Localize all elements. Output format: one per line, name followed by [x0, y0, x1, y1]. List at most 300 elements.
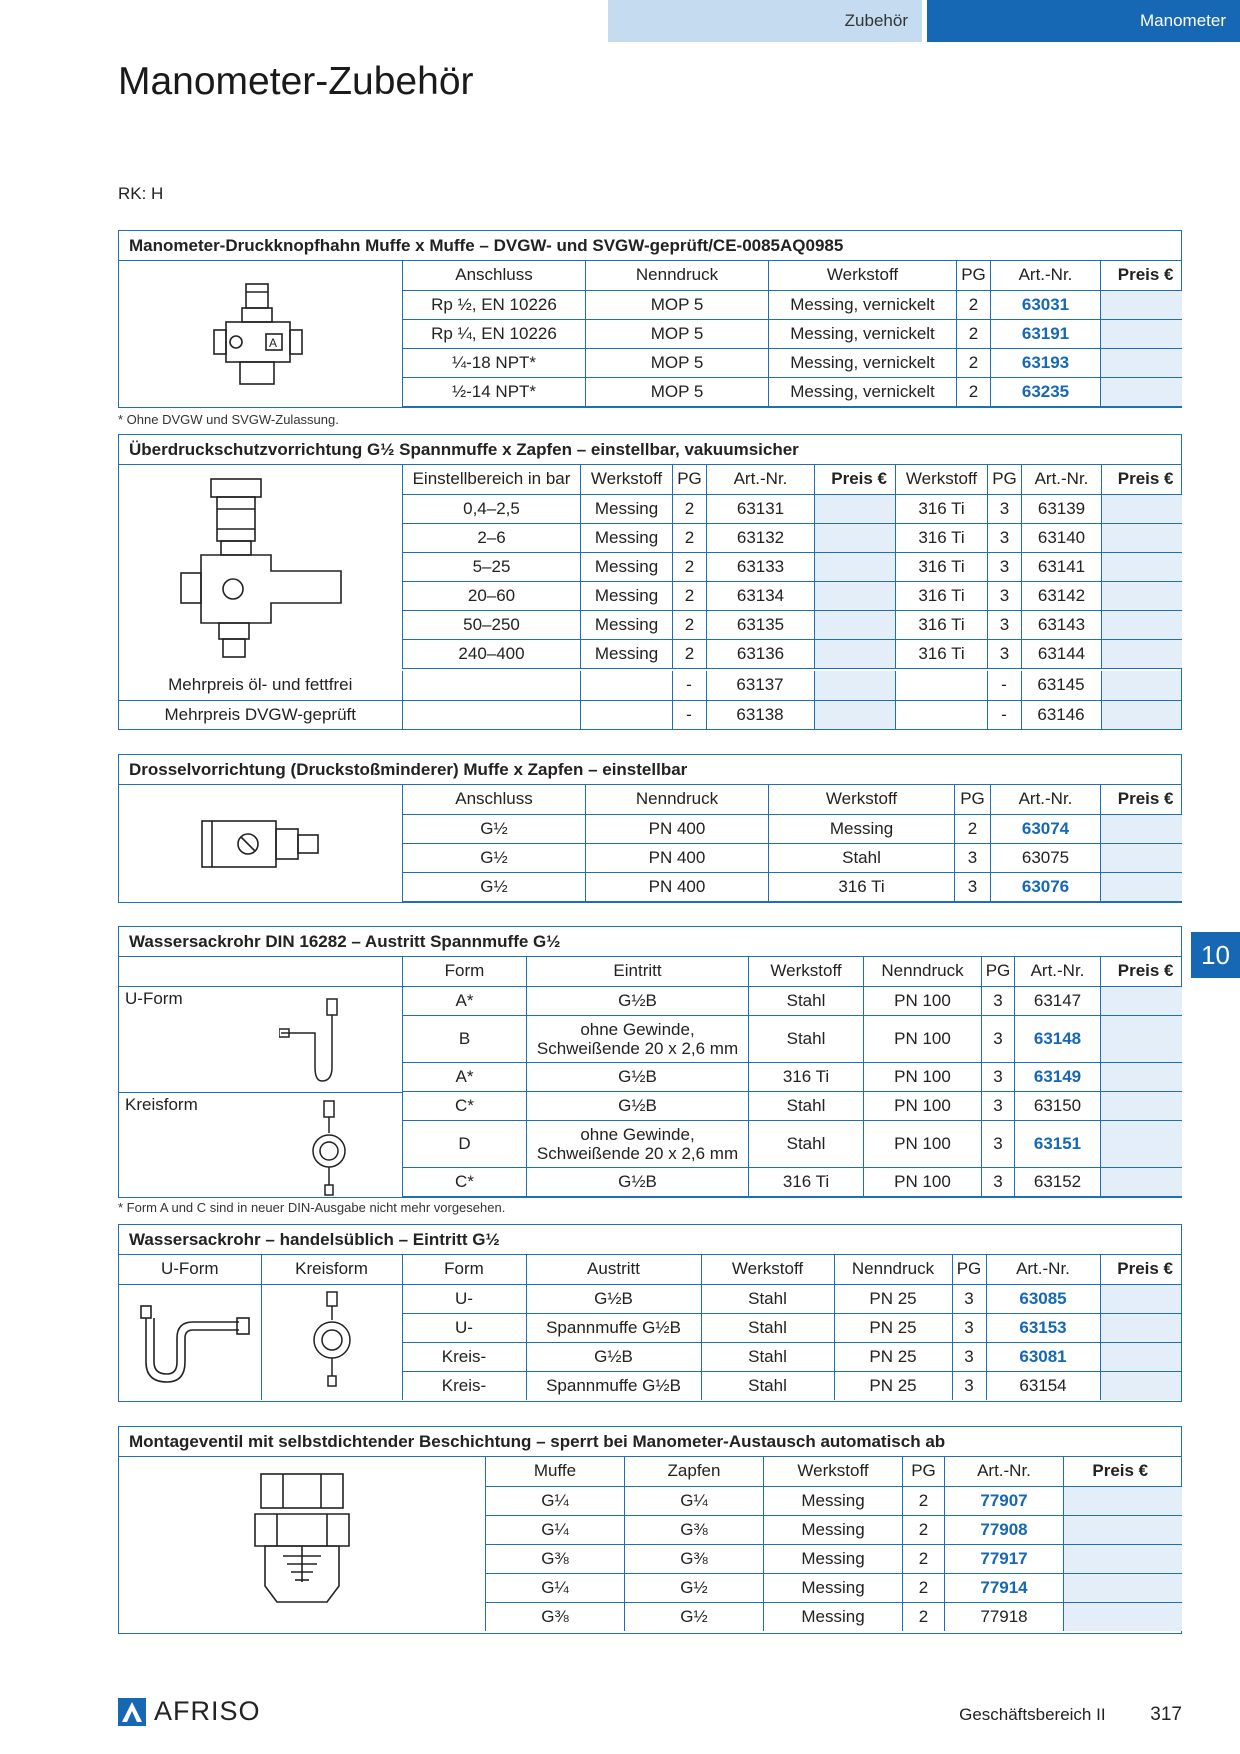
col-pg-2: PG: [988, 465, 1022, 494]
cell: G⅜: [486, 1544, 625, 1573]
article-link[interactable]: 77907: [945, 1486, 1064, 1515]
svg-text:A: A: [268, 335, 277, 350]
label-kreisform: Kreisform: [125, 1095, 198, 1114]
table-row: [403, 1015, 1182, 1062]
cell: PN 25: [834, 1284, 952, 1313]
col-kreisform: Kreisform: [261, 1255, 402, 1284]
cell: 2: [673, 581, 707, 610]
cell: Stahl: [749, 1091, 864, 1120]
cell: Stahl: [749, 1120, 864, 1167]
cell: [895, 700, 987, 729]
cell: PN 100: [864, 986, 982, 1015]
table-row: [403, 377, 1182, 406]
cell: C*: [403, 1091, 527, 1120]
cell: 63139: [1022, 494, 1102, 523]
cell: 3: [988, 552, 1022, 581]
price-cell: [1102, 610, 1182, 639]
wassersack-din-table: [402, 957, 1182, 1197]
cell: 77918: [945, 1602, 1064, 1631]
cell: PN 100: [864, 1015, 982, 1062]
table-row: [403, 552, 1182, 581]
cell: 2: [955, 814, 991, 843]
cell: G⅜: [625, 1544, 764, 1573]
cell: Rp ½, EN 10226: [403, 290, 586, 319]
table-row: [403, 319, 1182, 348]
table-row: [486, 1602, 1182, 1631]
article-link[interactable]: 63076: [991, 872, 1101, 901]
cell: 316 Ti: [896, 494, 988, 523]
cell: 63154: [986, 1371, 1100, 1400]
tab-manometer[interactable]: Manometer: [927, 0, 1240, 42]
price-cell: [1102, 494, 1182, 523]
article-link[interactable]: 63149: [1015, 1062, 1101, 1091]
cell: 2: [903, 1602, 945, 1631]
table-row: [403, 1120, 1182, 1167]
mehrpreis-label: Mehrpreis DVGW-geprüft: [119, 700, 402, 729]
cell: D: [403, 1120, 527, 1167]
cell: Messing: [764, 1573, 903, 1602]
col-werkstoff: Werkstoff: [581, 465, 673, 494]
footer-info: [959, 1704, 1182, 1726]
cell: 3: [988, 639, 1022, 668]
col-preis: Preis €: [1101, 261, 1182, 290]
cell: 63138: [706, 700, 814, 729]
col-artnr: Art.-Nr.: [991, 261, 1101, 290]
col-pg: PG: [955, 785, 991, 814]
cell: 3: [988, 581, 1022, 610]
cell: 3: [982, 1091, 1015, 1120]
cell: MOP 5: [586, 290, 769, 319]
cell: 2: [957, 290, 991, 319]
article-link[interactable]: 63031: [991, 290, 1101, 319]
cell: PN 25: [834, 1342, 952, 1371]
col-preis: Preis €: [1100, 1255, 1181, 1284]
cell: 2–6: [403, 523, 581, 552]
price-cell: [815, 610, 896, 639]
table-row: [403, 610, 1182, 639]
cell: 240–400: [403, 639, 581, 668]
cell: -: [987, 671, 1021, 700]
section-title: Überdruckschutzvorrichtung G½ Spannmuffe x Zapfen – einstellbar, vakuumsicher: [119, 435, 1181, 465]
cell: ohne Gewinde, Schweißende 20 x 2,6 mm: [527, 1015, 749, 1062]
cell: Messing: [581, 639, 673, 668]
price-cell: [1064, 1515, 1182, 1544]
article-link[interactable]: 63081: [986, 1342, 1100, 1371]
article-link[interactable]: 63074: [991, 814, 1101, 843]
cell: 63147: [1015, 986, 1101, 1015]
cell: Spannmuffe G½B: [526, 1371, 701, 1400]
brand-name: AFRISO: [154, 1696, 261, 1726]
cell: G¼: [486, 1486, 625, 1515]
cell: G¼: [486, 1515, 625, 1544]
article-link[interactable]: 63235: [991, 377, 1101, 406]
col-pg: PG: [903, 1457, 945, 1486]
cell: PN 25: [834, 1313, 952, 1342]
cell: -: [672, 700, 706, 729]
cell: 63146: [1021, 700, 1101, 729]
cell: 2: [903, 1515, 945, 1544]
cell: Stahl: [749, 986, 864, 1015]
cell: 3: [952, 1284, 986, 1313]
price-cell: [1100, 1371, 1181, 1400]
cell: G½: [403, 872, 586, 901]
rk-label: RK: H: [118, 184, 164, 203]
cell: 3: [988, 494, 1022, 523]
cell: 2: [673, 639, 707, 668]
cell: Messing, vernickelt: [769, 348, 957, 377]
cell: 2: [903, 1486, 945, 1515]
col-nenndruck: Nenndruck: [586, 785, 769, 814]
table-row: [403, 348, 1182, 377]
col-pg: PG: [952, 1255, 986, 1284]
price-cell: [1064, 1602, 1182, 1631]
cell: 3: [988, 523, 1022, 552]
cell: 316 Ti: [769, 872, 955, 901]
montageventil-drawing: [119, 1457, 485, 1634]
table-row: [403, 1091, 1182, 1120]
price-cell: [815, 552, 896, 581]
page-title: Manometer-Zubehör: [118, 60, 474, 103]
col-artnr: Art.-Nr.: [945, 1457, 1064, 1486]
cell: Stahl: [701, 1313, 834, 1342]
col-pg: PG: [982, 957, 1015, 986]
cell: 2: [673, 552, 707, 581]
col-preis: Preis €: [1064, 1457, 1182, 1486]
article-link[interactable]: 63191: [991, 319, 1101, 348]
u-form-image-cell: [119, 1284, 261, 1400]
cell: 2: [957, 348, 991, 377]
cell: Messing: [764, 1602, 903, 1631]
cell: G½B: [526, 1284, 701, 1313]
price-cell: [1100, 1313, 1181, 1342]
cell: 3: [982, 1120, 1015, 1167]
article-link[interactable]: 77914: [945, 1573, 1064, 1602]
table-row: [486, 1515, 1182, 1544]
cell: 2: [673, 494, 707, 523]
cell: 63075: [991, 843, 1101, 872]
section-title: Drosselvorrichtung (Druckstoßminderer) Muffe x Zapfen – einstellbar: [119, 755, 1181, 785]
montageventil-table: [485, 1457, 1182, 1631]
cell: ½-14 NPT*: [403, 377, 586, 406]
table-row: [403, 494, 1182, 523]
cell: PN 400: [586, 843, 769, 872]
col-preis-2: Preis €: [1102, 465, 1182, 494]
section-druckknopfhahn: [118, 230, 1182, 408]
cell: 63132: [707, 523, 815, 552]
cell: Messing: [581, 552, 673, 581]
col-form: Form: [403, 957, 527, 986]
price-cell: [1100, 1342, 1181, 1371]
price-cell: [1101, 1015, 1182, 1062]
cell: PN 100: [864, 1120, 982, 1167]
drossel-table: [402, 785, 1182, 902]
kreisform-image-cell: [261, 1284, 402, 1400]
cell: 3: [988, 610, 1022, 639]
col-anschluss: Anschluss: [403, 261, 586, 290]
cell: Kreis-: [402, 1342, 526, 1371]
col-werkstoff: Werkstoff: [769, 785, 955, 814]
footnote: * Ohne DVGW und SVGW-Zulassung.: [118, 412, 339, 427]
table-row: [486, 1573, 1182, 1602]
table-row: [119, 1284, 1181, 1313]
cell: 63133: [707, 552, 815, 581]
cell: Messing, vernickelt: [769, 377, 957, 406]
cell: Messing, vernickelt: [769, 319, 957, 348]
cell: Messing, vernickelt: [769, 290, 957, 319]
price-cell: [1101, 319, 1182, 348]
price-cell: [1101, 348, 1182, 377]
cell: 2: [903, 1573, 945, 1602]
cell: U-: [402, 1284, 526, 1313]
table-row: [403, 581, 1182, 610]
section-ueberdruckschutz: [118, 434, 1182, 730]
col-einstellbereich: Einstellbereich in bar: [403, 465, 581, 494]
col-pg: PG: [957, 261, 991, 290]
cell: G½: [403, 814, 586, 843]
price-cell: [1101, 1120, 1182, 1167]
cell: [402, 671, 580, 700]
cell: Messing: [581, 494, 673, 523]
col-artnr: Art.-Nr.: [991, 785, 1101, 814]
cell: 316 Ti: [896, 523, 988, 552]
price-cell: [1102, 581, 1182, 610]
business-area: Geschäftsbereich II: [959, 1705, 1106, 1724]
section-montageventil: [118, 1426, 1182, 1634]
mehrpreis-label: Mehrpreis öl- und fettfrei: [119, 671, 402, 700]
cell: Messing: [764, 1544, 903, 1573]
cell: Messing: [764, 1486, 903, 1515]
col-nenndruck: Nenndruck: [586, 261, 769, 290]
cell: Messing: [581, 581, 673, 610]
cell: PN 100: [864, 1167, 982, 1196]
cell: G¼: [486, 1573, 625, 1602]
cell: 3: [982, 1062, 1015, 1091]
cell: PN 400: [586, 872, 769, 901]
price-cell: [1101, 843, 1182, 872]
cell: G½B: [527, 1167, 749, 1196]
ueberdruckschutz-table: [402, 465, 1182, 669]
cell: Stahl: [701, 1342, 834, 1371]
cell: G½: [625, 1573, 764, 1602]
cell: 3: [955, 843, 991, 872]
cell: Messing: [581, 610, 673, 639]
article-link[interactable]: 63153: [986, 1313, 1100, 1342]
cell: G¼: [625, 1486, 764, 1515]
wassersack-handel-table: [119, 1255, 1181, 1400]
cell: 63141: [1022, 552, 1102, 581]
cell: 316 Ti: [896, 610, 988, 639]
section-wassersackrohr-din: [118, 926, 1182, 1198]
col-nenndruck: Nenndruck: [864, 957, 982, 986]
article-link[interactable]: 63151: [1015, 1120, 1101, 1167]
cell: 3: [982, 986, 1015, 1015]
table-row: [119, 700, 1181, 729]
cell: PN 100: [864, 1062, 982, 1091]
cell: A*: [403, 1062, 527, 1091]
col-preis: Preis €: [815, 465, 896, 494]
cell: PN 100: [864, 1091, 982, 1120]
cell: 3: [955, 872, 991, 901]
cell: G½B: [527, 1091, 749, 1120]
cell: 2: [673, 610, 707, 639]
price-cell: [1101, 1091, 1182, 1120]
cell: 2: [957, 319, 991, 348]
price-cell: [1101, 986, 1182, 1015]
col-form: Form: [402, 1255, 526, 1284]
price-cell: [1064, 1573, 1182, 1602]
cell: Messing: [769, 814, 955, 843]
cell: Rp ¼, EN 10226: [403, 319, 586, 348]
cell: MOP 5: [586, 348, 769, 377]
cell: Messing: [581, 523, 673, 552]
price-cell: [1064, 1486, 1182, 1515]
price-cell: [1101, 1167, 1182, 1196]
article-link[interactable]: 63148: [1015, 1015, 1101, 1062]
cell: C*: [403, 1167, 527, 1196]
cell: [580, 671, 672, 700]
col-werkstoff: Werkstoff: [749, 957, 864, 986]
price-cell: [814, 671, 895, 700]
druckknopfhahn-drawing: [119, 261, 402, 408]
cell: 316 Ti: [749, 1167, 864, 1196]
table-row: [119, 671, 1181, 700]
table-row: [403, 639, 1182, 668]
cell: 316 Ti: [896, 581, 988, 610]
table-row: [486, 1486, 1182, 1515]
section-title: Wassersackrohr – handelsüblich – Eintritt G½: [119, 1225, 1181, 1255]
table-row: [403, 523, 1182, 552]
article-link[interactable]: 63193: [991, 348, 1101, 377]
price-cell: [1101, 872, 1182, 901]
price-cell: [1102, 552, 1182, 581]
price-cell: [815, 494, 896, 523]
section-title: Montageventil mit selbstdichtender Beschichtung – sperrt bei Manometer-Austausch automatisch ab: [119, 1427, 1181, 1457]
cell: 63131: [707, 494, 815, 523]
u-form-drawing: [127, 1290, 253, 1390]
cell: 63150: [1015, 1091, 1101, 1120]
cell: Stahl: [701, 1284, 834, 1313]
price-cell: [1101, 290, 1182, 319]
col-werkstoff: Werkstoff: [701, 1255, 834, 1284]
table-row: [403, 872, 1182, 901]
cell: G½B: [526, 1342, 701, 1371]
drossel-drawing: [119, 785, 402, 903]
label-u-form: U-Form: [125, 989, 183, 1008]
cell: PN 400: [586, 814, 769, 843]
cell: [895, 671, 987, 700]
cell: Kreis-: [402, 1371, 526, 1400]
price-cell: [1101, 377, 1182, 406]
price-cell: [815, 523, 896, 552]
col-eintritt: Eintritt: [527, 957, 749, 986]
kreisform-drawing: [304, 1099, 354, 1204]
cell: 63143: [1022, 610, 1102, 639]
col-zapfen: Zapfen: [625, 1457, 764, 1486]
col-werkstoff-2: Werkstoff: [896, 465, 988, 494]
cell: -: [672, 671, 706, 700]
cell: 50–250: [403, 610, 581, 639]
col-werkstoff: Werkstoff: [769, 261, 957, 290]
table-row: [403, 1167, 1182, 1196]
table-row: [403, 1062, 1182, 1091]
u-form-drawing: [279, 997, 349, 1092]
cell: 3: [952, 1342, 986, 1371]
col-artnr-2: Art.-Nr.: [1022, 465, 1102, 494]
cell: G⅜: [486, 1602, 625, 1631]
cell: 0,4–2,5: [403, 494, 581, 523]
chapter-tab[interactable]: 10: [1191, 932, 1240, 978]
price-cell: [815, 581, 896, 610]
col-pg: PG: [673, 465, 707, 494]
cell: Stahl: [749, 1015, 864, 1062]
cell: [580, 700, 672, 729]
cell: 2: [673, 523, 707, 552]
cell: 63137: [706, 671, 814, 700]
cell: G½B: [527, 986, 749, 1015]
cell: 63140: [1022, 523, 1102, 552]
col-preis: Preis €: [1101, 785, 1182, 814]
cell: 20–60: [403, 581, 581, 610]
cell: 2: [957, 377, 991, 406]
table-row: [403, 814, 1182, 843]
table-row: [403, 986, 1182, 1015]
section-title: Wassersackrohr DIN 16282 – Austritt Spannmuffe G½: [119, 927, 1181, 957]
col-austritt: Austritt: [526, 1255, 701, 1284]
col-nenndruck: Nenndruck: [834, 1255, 952, 1284]
section-wassersackrohr-handelsueblich: [118, 1224, 1182, 1402]
price-cell: [1101, 814, 1182, 843]
section-drosselvorrichtung: [118, 754, 1182, 903]
cell: 316 Ti: [749, 1062, 864, 1091]
cell: 3: [952, 1313, 986, 1342]
cell: U-: [402, 1313, 526, 1342]
col-anschluss: Anschluss: [403, 785, 586, 814]
cell: G½B: [527, 1062, 749, 1091]
article-link[interactable]: 77908: [945, 1515, 1064, 1544]
article-link[interactable]: 77917: [945, 1544, 1064, 1573]
table-row: [403, 290, 1182, 319]
article-link[interactable]: 63085: [986, 1284, 1100, 1313]
cell: Stahl: [769, 843, 955, 872]
col-artnr: Art.-Nr.: [1015, 957, 1101, 986]
afriso-logo-icon: [118, 1698, 146, 1726]
col-werkstoff: Werkstoff: [764, 1457, 903, 1486]
cell: A*: [403, 986, 527, 1015]
druckknopfhahn-table: [402, 261, 1182, 407]
cell: MOP 5: [586, 377, 769, 406]
cell: Messing: [764, 1515, 903, 1544]
cell: 3: [982, 1015, 1015, 1062]
price-cell: [815, 639, 896, 668]
cell: G½: [403, 843, 586, 872]
cell: 63135: [707, 610, 815, 639]
tab-zubehoer[interactable]: Zubehör: [608, 0, 922, 42]
table-row: [486, 1544, 1182, 1573]
cell: 5–25: [403, 552, 581, 581]
cell: 63144: [1022, 639, 1102, 668]
mehrpreis-table: [119, 671, 1181, 729]
cell: G⅜: [625, 1515, 764, 1544]
cell: PN 25: [834, 1371, 952, 1400]
cell: MOP 5: [586, 319, 769, 348]
price-cell: [1101, 700, 1181, 729]
cell: 63152: [1015, 1167, 1101, 1196]
price-cell: [814, 700, 895, 729]
cell: 3: [982, 1167, 1015, 1196]
cell: B: [403, 1015, 527, 1062]
ueberdruckschutz-drawing: [119, 465, 402, 671]
table-row: [403, 843, 1182, 872]
